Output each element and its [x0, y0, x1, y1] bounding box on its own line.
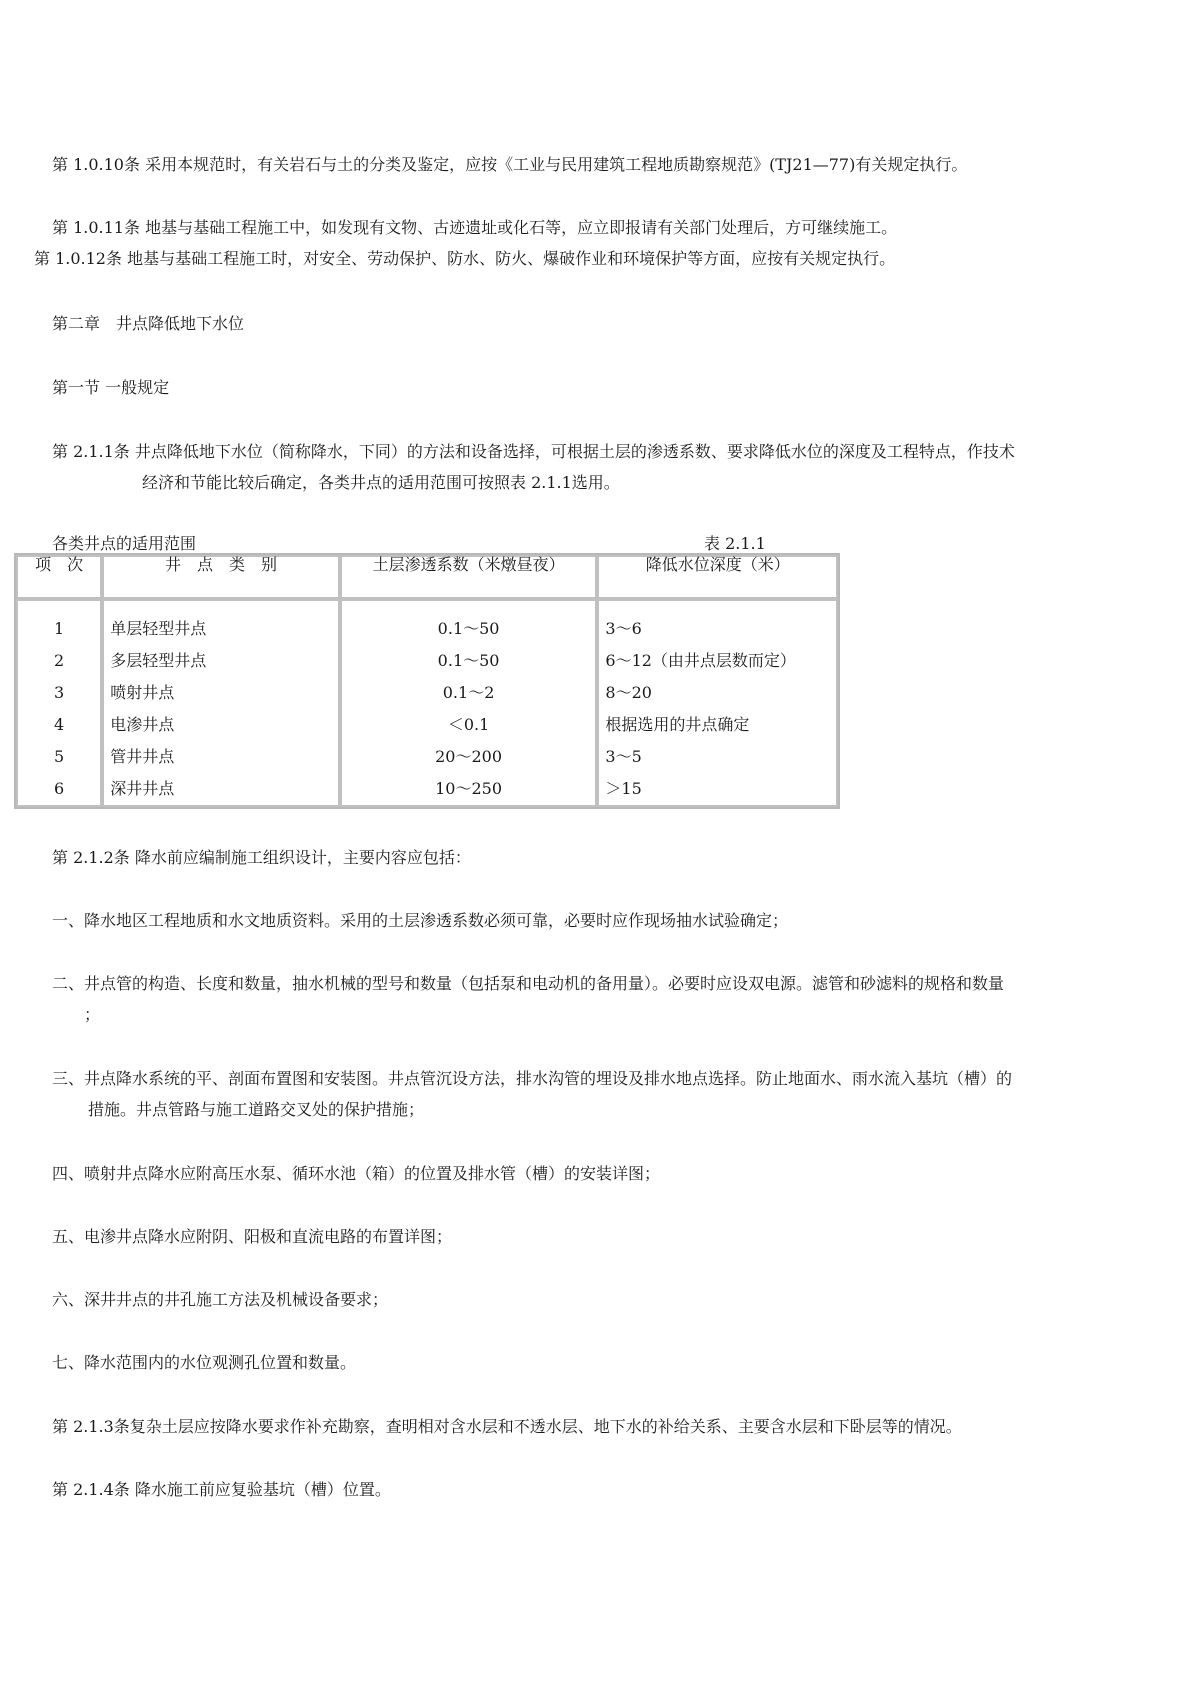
table-cell: 多层轻型井点	[110, 651, 207, 670]
column-item-no	[16, 599, 102, 807]
list-item-2-line1: 二、井点管的构造、长度和数量，抽水机械的型号和数量（包括泵和电动机的备用量）。必要时应设双电源。滤管和砂滤料的规格和数量	[52, 974, 1005, 993]
chapter-heading: 第二章 井点降低地下水位	[52, 314, 245, 333]
list-item-1: 一、降水地区工程地质和水文地质资料。采用的土层渗透系数必须可靠，必要时应作现场抽水试验确定；	[52, 911, 789, 930]
table-cell: 8～20	[605, 683, 652, 702]
clause-1-0-10: 第 1.0.10条 采用本规范时，有关岩石与土的分类及鉴定，应按《工业与民用建筑工程地质勘察规范》(TJ21—77)有关规定执行。	[52, 155, 968, 174]
table-cell: 4	[54, 715, 65, 734]
table-cell: 3～5	[605, 747, 642, 766]
table-cell: 5	[54, 747, 65, 766]
table-cell: 根据选用的井点确定	[605, 715, 750, 734]
table-cell: ＞15	[605, 779, 642, 798]
table-cell: 深井井点	[110, 779, 175, 798]
section-heading: 第一节 一般规定	[52, 378, 170, 397]
column-well-type	[102, 599, 340, 807]
header-permeability: 土层渗透系数（米燉昼夜）	[340, 555, 598, 599]
list-item-4: 四、喷射井点降水应附高压水泵、循环水池（箱）的位置及排水管（槽）的安装详图；	[52, 1164, 661, 1183]
table-cell: 10～250	[435, 779, 503, 798]
column-depth	[597, 599, 838, 807]
list-item-3-line1: 三、井点降水系统的平、剖面布置图和安装图。井点管沉设方法，排水沟管的埋设及排水地点选择。防止地面水、雨水流入基坑（槽）的	[52, 1069, 1013, 1088]
well-point-table	[14, 553, 840, 809]
table-header-row	[16, 555, 838, 599]
table-cell: 管井井点	[110, 747, 175, 766]
list-item-2-line2: ；	[84, 1005, 101, 1024]
column-permeability	[340, 599, 598, 807]
table-cell: 3	[54, 683, 65, 702]
table-cell: 喷射井点	[110, 683, 175, 702]
table-cell: 6	[54, 779, 65, 798]
table-cell: 0.1～50	[437, 619, 500, 638]
table-cell: 2	[54, 651, 65, 670]
table-cell: ＜0.1	[447, 715, 490, 734]
clause-1-0-11: 第 1.0.11条 地基与基础工程施工中，如发现有文物、古迹遗址或化石等，应立即报请有关部门处理后，方可继续施工。	[52, 218, 898, 237]
clause-2-1-2: 第 2.1.2条 降水前应编制施工组织设计，主要内容应包括：	[52, 848, 471, 867]
clause-2-1-1-line1: 第 2.1.1条 井点降低地下水位（简称降水，下同）的方法和设备选择，可根据土层的渗透系数、要求降低水位的深度及工程特点，作技术	[52, 442, 1015, 461]
clause-2-1-3: 第 2.1.3条复杂土层应按降水要求作补充勘察，查明相对含水层和不透水层、地下水的补给关系、主要含水层和下卧层等的情况。	[52, 1417, 962, 1436]
list-item-3-line2: 措施。井点管路与施工道路交叉处的保护措施；	[88, 1100, 425, 1119]
header-well-type: 井 点 类 别	[102, 555, 340, 599]
table-cell: 单层轻型井点	[110, 619, 207, 638]
header-depth: 降低水位深度（米）	[597, 555, 838, 599]
table-cell: 20～200	[435, 747, 503, 766]
table-cell: 3～6	[605, 619, 642, 638]
clause-1-0-12: 第 1.0.12条 地基与基础工程施工时，对安全、劳动保护、防水、防火、爆破作业和环境保护等方面，应按有关规定执行。	[34, 249, 896, 268]
clause-2-1-1-line2: 经济和节能比较后确定，各类井点的适用范围可按照表 2.1.1选用。	[142, 473, 620, 492]
table-caption: 各类井点的适用范围	[52, 534, 197, 553]
list-item-7: 七、降水范围内的水位观测孔位置和数量。	[52, 1353, 357, 1372]
header-item-no: 项 次	[16, 555, 102, 599]
table-cell: 6～12（由井点层数而定）	[605, 651, 796, 670]
clause-2-1-4: 第 2.1.4条 降水施工前应复验基坑（槽）位置。	[52, 1480, 391, 1499]
table-cell: 0.1～50	[437, 651, 500, 670]
table-cell: 电渗井点	[110, 715, 175, 734]
table-cell: 1	[54, 619, 65, 638]
table-body-row	[16, 599, 838, 807]
table-number: 表 2.1.1	[704, 534, 766, 553]
table-cell: 0.1～2	[442, 683, 495, 702]
list-item-5: 五、电渗井点降水应附阴、阳极和直流电路的布置详图；	[52, 1227, 453, 1246]
list-item-6: 六、深井井点的井孔施工方法及机械设备要求；	[52, 1290, 389, 1309]
